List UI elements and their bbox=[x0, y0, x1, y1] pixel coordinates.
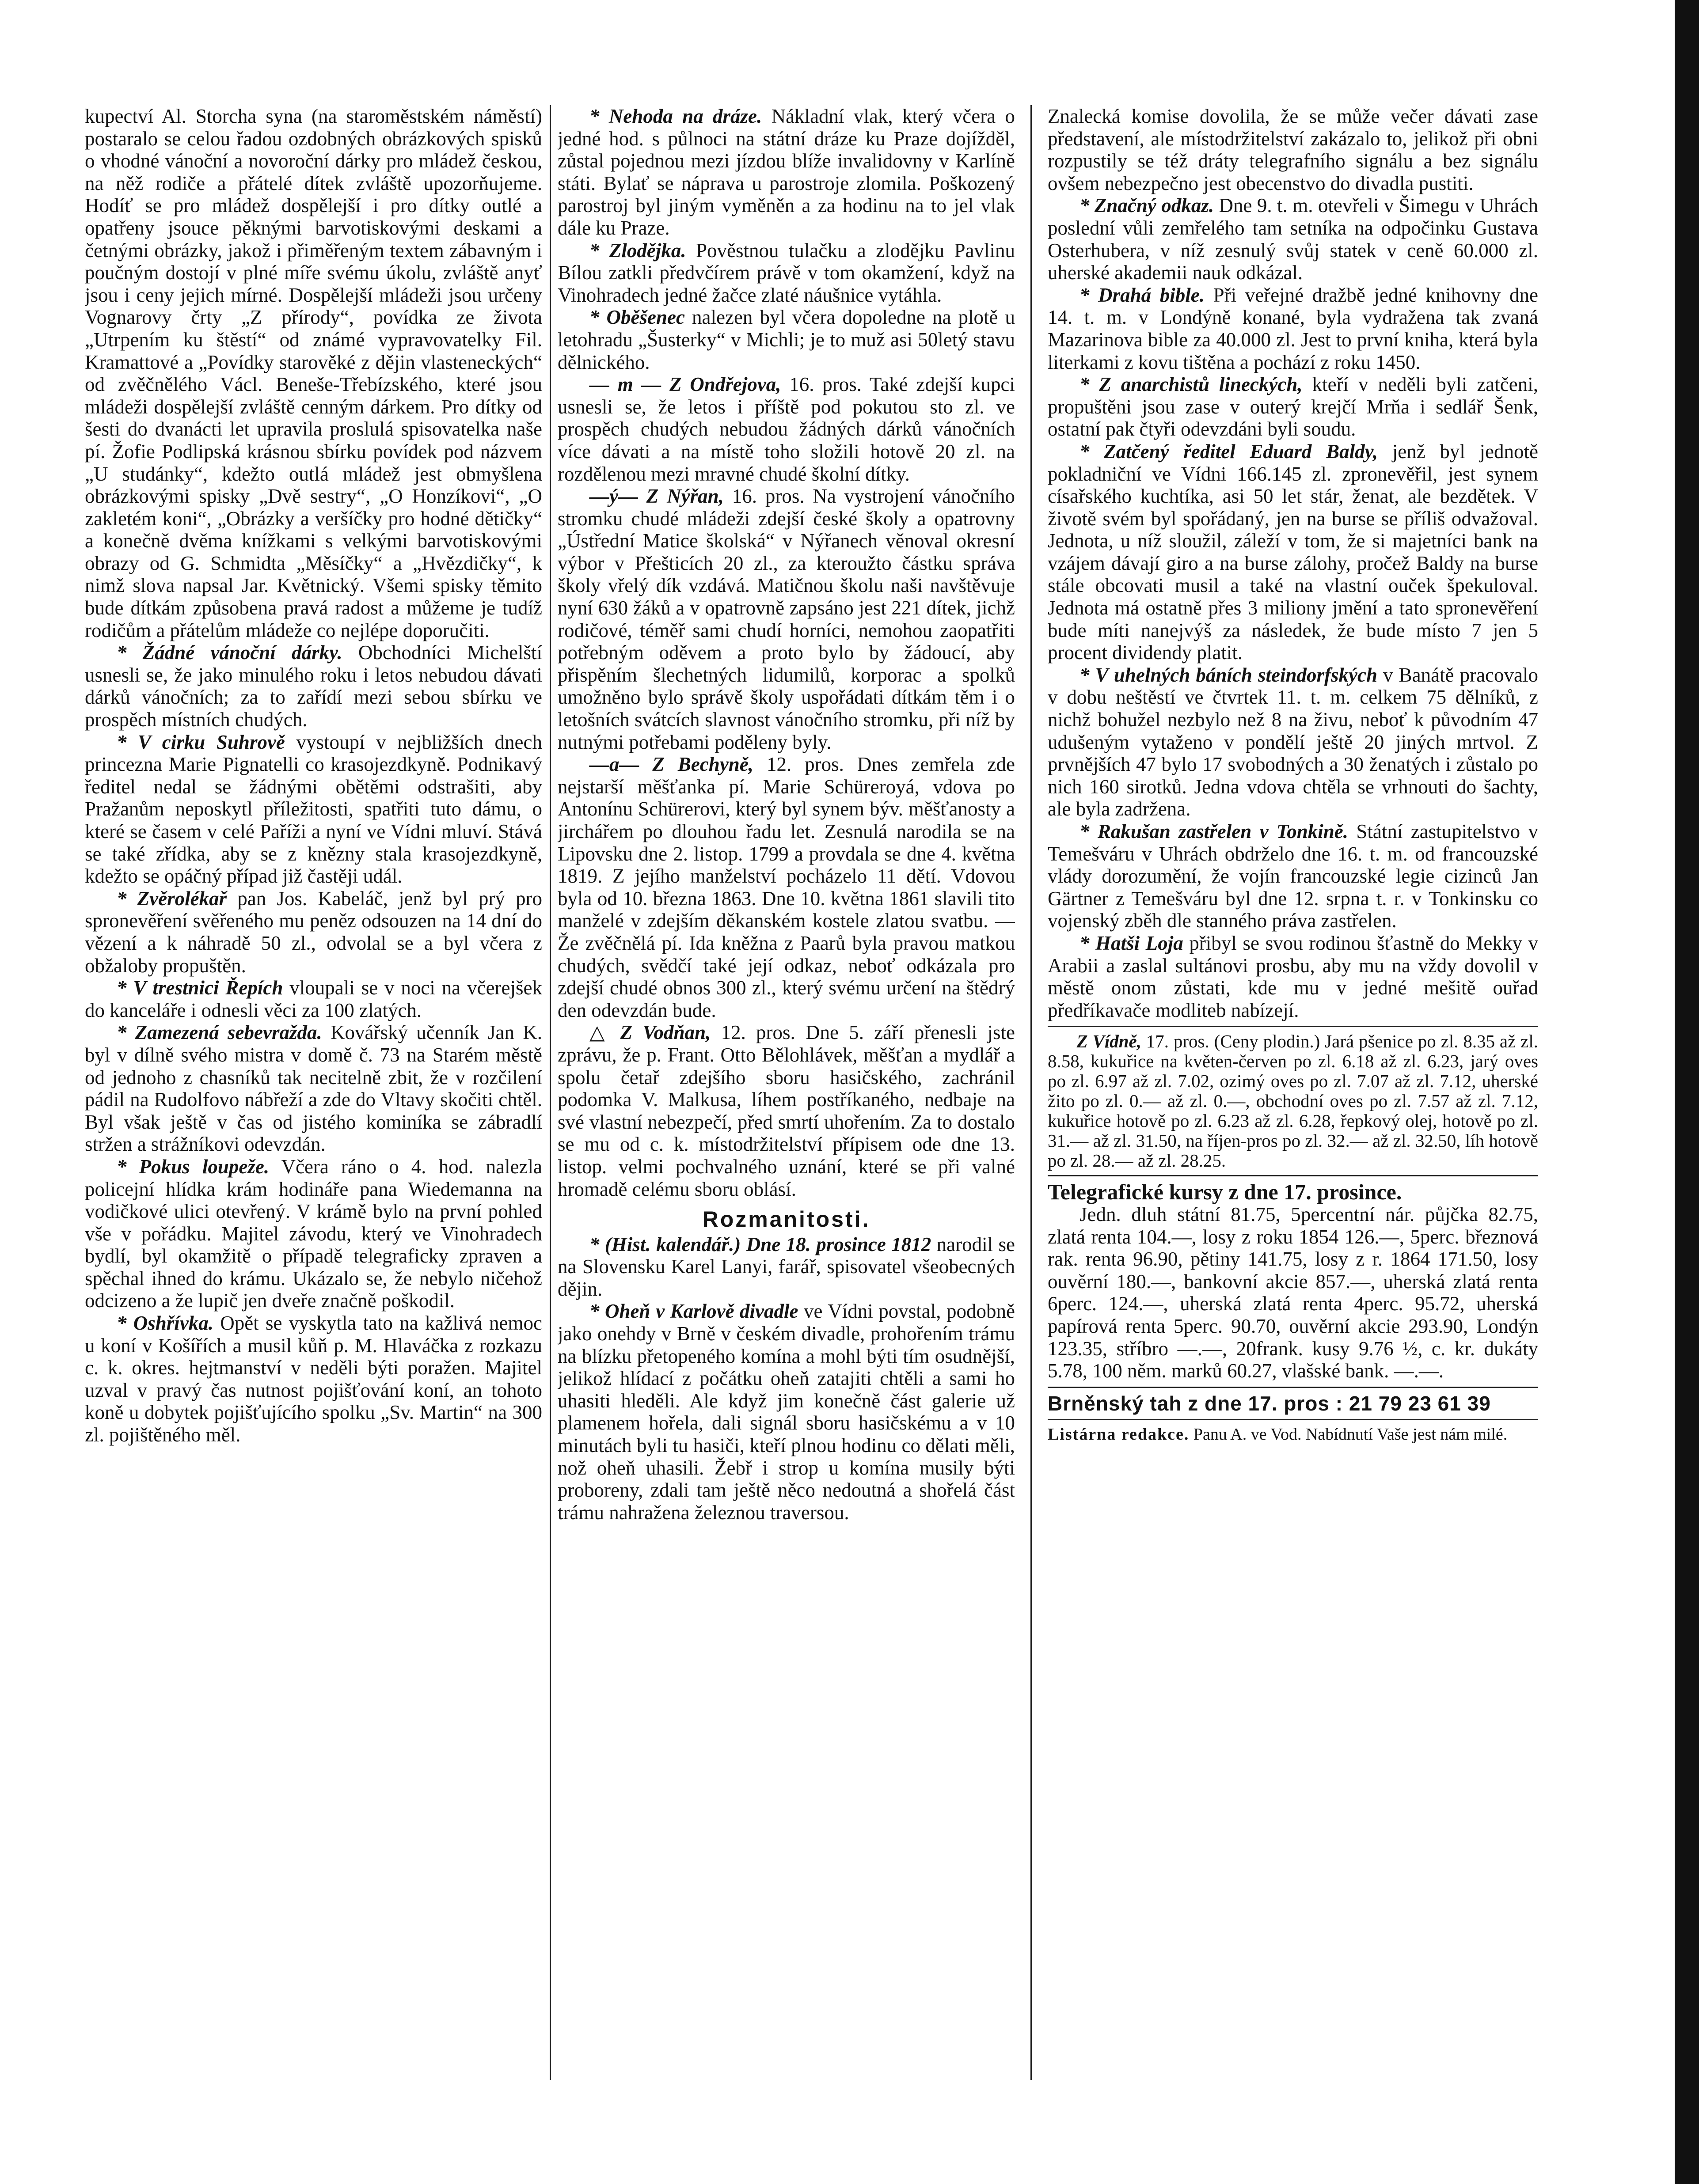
news-headline: * Zvěrolékař bbox=[117, 887, 227, 910]
news-headline: * V uhelných báních steindorfských bbox=[1079, 664, 1377, 686]
news-item bbox=[85, 887, 542, 977]
news-item bbox=[85, 105, 542, 641]
news-item bbox=[1048, 664, 1538, 820]
news-item bbox=[558, 485, 1015, 753]
divider-line bbox=[1048, 1175, 1538, 1176]
column-right bbox=[1048, 105, 1538, 2084]
news-item bbox=[85, 1156, 542, 1312]
news-headline: * Drahá bible. bbox=[1079, 284, 1205, 306]
news-body: narodil se na Slovensku Karel Lanyi, farář, spisovatel všeobecných dějin. bbox=[558, 1233, 1015, 1300]
news-body: Kovářský učenník Jan K. byl v dílně svého mistra v domě č. 73 na Starém městě od jednoho z chasníků tak necitelně zbit, že v rozčilení pádil na Rudolfovo nábřeží a zde do Vltavy skočiti chtěl. Byl však ještě v čas od jistého kominíka se zábradlí stržen a strážníkovi odevzdán. bbox=[85, 1021, 542, 1156]
news-body: kteří v neděli byli zatčeni, propuštěni jsou zase v outerý krejčí Mrňa i sedlář Šenk, ostatní pak čtyři odevzdáni byli soudu. bbox=[1048, 373, 1538, 440]
news-headline: * Zlodějka. bbox=[589, 239, 686, 262]
column-left bbox=[85, 105, 542, 2084]
news-item bbox=[558, 306, 1015, 373]
news-item bbox=[558, 1300, 1015, 1524]
news-item bbox=[1048, 932, 1538, 1021]
news-item bbox=[1048, 105, 1538, 194]
news-body: Obchodníci Michelští usnesli se, že jako minulého roku i letos nebudou dávati dárků vánočních; za to zařídí mezi sebou sbírku ve prospěch místních chudých. bbox=[85, 641, 542, 731]
news-headline: * Značný odkaz. bbox=[1079, 194, 1214, 217]
news-body: pan Jos. Kabeláč, jenž byl prý pro spronevěření svěřeného mu peněz odsouzen na 14 dní do vězení a k náhradě 50 zl., odvolal se a byl včera z obžaloby propuštěn. bbox=[85, 887, 542, 977]
news-headline: — m — Z Ondřejova, bbox=[589, 373, 781, 396]
news-headline: —a— Z Bechyně, bbox=[589, 753, 754, 776]
news-body: 12. pros. Dnes zemřela zde nejstarší měšťanka pí. Marie Schüreroyá, vdova po Antonínu Schürerovi, který byl synem býv. měšťanosty a jirchářem po dlouhou řadu let. Zesnulá narodila se na Lipovsku dne 2. listop. 1799 a provdala se dne 4. května 1819. Z jejího manželství pocházelo 11 dětí. Vdovou byla od 10. března 1863. Dne 10. května 1861 slavili tito manželé v zdejším děkanském kostele zlatou svatbu. — Že zvěčnělá pí. Ida kněžna z Paarů byla pravou matkou chudých, svědčí také její odkaz, neboť odkázala pro zdejší chudé obnos 300 zl., který svému určení na štědrý den odevzdán bude. bbox=[558, 753, 1015, 1021]
news-body: jenž byl jednotě pokladniční ve Vídni 166.145 zl. zpronevěřil, jest synem císařského kuchtíka, asi 50 let stár, ženat, ale bezdětek. V životě svém byl spořádaný, jen na burse se příliš odvažoval. Jednota, u níž sloužil, záleží v tom, že si majetníci bank na vzájem dávají giro a na burse zálohy, pročež Baldy na burse stále obcovati musil a také na vlastní ouček špekuloval. Jednota má ostatně přes 3 miliony jmění a tato spronevěření bude míti nanejvýš za následek, že bude místo 7 jen 5 procent dividendy platit. bbox=[1048, 440, 1538, 664]
news-body: Znalecká komise dovolila, že se může večer dávati zase představení, ale místodržitelství zakázalo to, jelikož při obni rozpustily se též dráty telegrafního signálu a bez signálu ovšem nebezpečno jest obecenstvo do divadla pustiti. bbox=[1048, 105, 1538, 194]
section-heading: Rozmanitosti. bbox=[702, 1207, 870, 1232]
editorial-notes bbox=[1048, 1425, 1538, 1444]
news-headline: * Oshřívka. bbox=[117, 1312, 214, 1335]
news-headline: * Rakušan zastřelen v Tonkině. bbox=[1079, 820, 1349, 842]
news-body: vystoupí v nejbližších dnech princezna Marie Pignatelli co krasojezdkyně. Podnikavý ředitel nedal se žádnými obětěmi odstrašiti, aby Pražanům neposkytl příležitosti, spatřiti tuto dámu, o které se časem v celé Paříži a nyní ve Vídni mluví. Stává se také zřídka, aby se z knězny stala krasojezdkyně, kdežto se opáčný případ již častěji udál. bbox=[85, 731, 542, 887]
news-item bbox=[1048, 284, 1538, 373]
news-body: 12. pros. Dne 5. září přenesli jste zprávu, že p. Frant. Otto Bělohlávek, měšťan a mydlář a spolu četař zdejšího sboru hasičského, zachránil podomka V. Malkusa, líhem postříkaného, nedbaje na své vlastní nebezpečí, před smrtí uhořením. Za to dostalo se mu od c. k. místodržitelství přípisem ode dne 13. listop. velmi pochvalného uznání, které se při valné hromadě celému sboru oblásí. bbox=[558, 1021, 1015, 1200]
news-body: kupectví Al. Storcha syna (na staroměstském náměstí) postaralo se celou řadou ozdobných obrázkových spisků o vhodné vánoční a novoroční dárky pro mládež českou, na něž rodiče a přátelé dítek zvláště upozorňujeme. Hodíť se pro mládež dospělejší i pro dítky outlé a opatřeny jsouce pěknými barvotiskovými deskami a četnými obrázky, jakož i přiměřeným textem zábavným i poučným dostojí v plné míře svému úkolu, zvláště anyť jsou i ceny jejich mírné. Dospělejší mládeži jsou určeny Vognarovy črty „Z přírody“, povídka ze života „Utrpením ku štěstí“ od známé vypravovatelky Fil. Kramattové a „Povídky starověké z dějin vlasteneckých“ od zvěčnělého Václ. Beneše-Třebízského, které jsou mládeži dospělejší zvláště cenným dárkem. Pro dítky od šesti do dvanácti let upravila proslulá spisovatelka naše pí. Žofie Podlipská krásnou sbírku povídek pod názvem „U studánky“, kdežto outlá mládež jest obmyšlena obrázkovými spisky „Dvě sestry“, „O Honzíkovi“, „O zakletém koni“, „Obrázky a veršíčky pro hodné dětičky“ a konečně dvěma knížkami s velkými barvotiskovými obrazy od G. Schmidta „Měsíčky“ a „Hvězdičky“, k nimž slova napsal Jar. Květnický. Všemi spisky těmito bude dítkám způsobena pravá radost a můžeme je tudíž rodičům a přátelům mládeže co nejlépe doporučiti. bbox=[85, 105, 542, 641]
news-item bbox=[558, 1233, 1015, 1301]
news-headline: * Zatčený ředitel Eduard Baldy, bbox=[1079, 440, 1378, 463]
news-headline: * Oheň v Karlově divadle bbox=[589, 1300, 798, 1323]
divider-line bbox=[1048, 1026, 1538, 1027]
news-body: přibyl se svou rodinou šťastně do Mekky v Arabii a zaslal sultánovi prosbu, aby mu na vždy dovolil v městě onom zůstati, kde mu v jedné mešitě ouřad předříkavače modliteb nabízejí. bbox=[1048, 932, 1538, 1021]
lottery-result: Brněnský tah z dne 17. pros : 21 79 23 61 39 bbox=[1048, 1392, 1491, 1415]
news-headline: * Oběšenec bbox=[589, 306, 685, 329]
news-item bbox=[558, 239, 1015, 307]
news-headline: * Žádné vánoční dárky. bbox=[117, 641, 342, 664]
news-item bbox=[1048, 194, 1538, 284]
news-item bbox=[558, 1021, 1015, 1200]
news-item bbox=[85, 1312, 542, 1446]
news-item bbox=[558, 753, 1015, 1021]
news-item bbox=[1048, 1031, 1538, 1171]
news-headline: * (Hist. kalendář.) Dne 18. prosince 1812 bbox=[589, 1233, 931, 1255]
news-body: 16. pros. Také zdejší kupci usnesli se, že letos i příště pod pokutou sto zl. ve prospěch chudých nebudou žádných dárků vánočních více dávati a na místě toho složili hotově 20 zl. na rozdělenou mezi mravné chudé školní dítky. bbox=[558, 373, 1015, 485]
news-headline: * Pokus loupeže. bbox=[117, 1155, 270, 1178]
column-divider bbox=[550, 105, 551, 2080]
news-body: Státní zastupitelstvo v Temešváru v Uhrách obdrželo dne 16. t. m. od francouzské vlády dorozumění, že vojín francouzské legie cizinců Jan Gärtner z Temešváru byl dne 12. srpna t. r. v Tonkinsku co vojenský zběh dle stanného práva zastřelen. bbox=[1048, 820, 1538, 932]
news-item bbox=[85, 731, 542, 887]
news-item bbox=[1048, 1203, 1538, 1382]
news-body: Dne 9. t. m. otevřeli v Šimegu v Uhrách poslední vůli zemřelého tam setníka na odpočinku Gustava Osterhubera, v níž zesnulý svůj statek v ceně 60.000 zl. uherské akademii nauk odkázal. bbox=[1048, 194, 1538, 284]
news-headline: * V cirku Suhrově bbox=[117, 731, 285, 753]
news-headline: * Z anarchistů lineckých, bbox=[1079, 373, 1303, 396]
news-body: Opět se vyskytla tato na kažlivá nemoc u koní v Košířích a musil kůň p. M. Hlaváčka z rozkazu c. k. okres. hejtmanství v neděli býti poražen. Majitel uzval v pravý čas nutnost pojišťování koní, an tohoto koně u dobytek pojišťujícího spolku „Sv. Martin“ na 300 zl. pojištěného měl. bbox=[85, 1312, 542, 1446]
news-body: Při veřejné dražbě jedné knihovny dne 14. t. m. v Londýně konané, byla vydražena tak zvaná Mazarinova bible za 40.000 zl. Jest to první kniha, která byla literkami z kovu tištěna a pochází z roku 1450. bbox=[1048, 284, 1538, 373]
news-body: Pověstnou tulačku a zlodějku Pavlinu Bílou zatkli předvčírem právě v tom okamžení, když na Vinohradech jedné žačce zlaté náušnice vytáhla. bbox=[558, 239, 1015, 306]
news-item bbox=[558, 105, 1015, 239]
news-body: Včera ráno o 4. hod. nalezla policejní hlídka krám hodináře pana Wiedemanna na vodičkové ulici otevřený. V krámě bylo na první pohled vše v pořádku. Majitel závodu, který ve Vinohradech bydlí, byl okamžitě o případě telegraficky zpraven a spěchal ihned do krámu. Ukázalo se, že nebylo ničehož odcizeno a že lupič jen dveře značně poškodil. bbox=[85, 1155, 542, 1312]
news-headline: * Zamezená sebevražda. bbox=[117, 1021, 322, 1044]
news-headline: * Hatši Loja bbox=[1079, 932, 1183, 954]
news-item bbox=[85, 641, 542, 731]
news-item bbox=[1048, 373, 1538, 440]
news-headline: * V trestnici Řepích bbox=[117, 977, 283, 999]
news-body: v Banátě pracovalo v dobu neštěstí ve čtvrtek 11. t. m. celkem 75 dělníků, z nichž bohužel nezbylo než 8 na živu, neboť k původním 47 udušeným vytaženo v pondělí ještě 20 jiných mrtvol. Z prvnějších 47 bylo 17 svobodných a 30 ženatých i zůstalo po nich 160 sirotků. Jedna vdova chtěla se vrhnouti do šachty, ale byla zadržena. bbox=[1048, 664, 1538, 820]
editorial-label: Listárna redakce. bbox=[1048, 1425, 1190, 1444]
news-headline: —ý— Z Nýřan, bbox=[589, 485, 724, 508]
column-divider bbox=[1030, 105, 1032, 2080]
news-item bbox=[85, 977, 542, 1021]
telegraph-heading: Telegrafické kursy z dne 17. prosince. bbox=[1048, 1179, 1402, 1205]
divider-line bbox=[1048, 1387, 1538, 1388]
divider-line bbox=[1048, 1419, 1538, 1420]
news-headline: Z Vídně, bbox=[1076, 1031, 1141, 1052]
editorial-text: Panu A. ve Vod. Nabídnutí Vaše jest nám milé. bbox=[1189, 1425, 1508, 1444]
news-item bbox=[1048, 820, 1538, 932]
news-body: Jedn. dluh státní 81.75, 5percentní nár. půjčka 82.75, zlatá renta 104.—, losy z roku 1854 126.—, 5perc. březnová rak. renta 96.90, pětiny 141.75, losy z r. 1864 171.50, losy ouvěrní 180.—, bankovní akcie 857.—, uherská zlatá renta 6perc. 124.—, uherská zlatá renta 4perc. 95.72, uherská papírová renta 5perc. 90.70, ouvěrní akcie 293.90, Londýn 123.35, stříbro —.—, 20frank. kusy 9.76 ½, c. kr. dukáty 5.78, 100 něm. marků 60.27, vlašské bank. —.—. bbox=[1048, 1203, 1538, 1382]
scan-border bbox=[1675, 0, 1699, 2184]
news-body: ve Vídni povstal, podobně jako onehdy v Brně v českém divadle, prohořením trámu na blízku přetopeného komína a mohl býti tím osudnější, jelikož hlídací z počátku oheň zatajiti chtěli a sami ho uhasiti hleděli. Ale když jim konečně část galerie už plamenem hořela, dali signál sboru hasičskému a v 10 minutách byli tu hasiči, kteří plnou hodinu co dělati měli, nož oheň uhasili. Žebř i strop u komína musily býti proboreny, zdali tam ještě něco nedoutná a shořelá část trámu nahražena železnou traversou. bbox=[558, 1300, 1015, 1524]
column-middle bbox=[558, 105, 1015, 2084]
news-headline: △ Z Vodňan, bbox=[589, 1021, 711, 1044]
news-body: nalezen byl včera dopoledne na plotě u letohradu „Šusterky“ v Michli; je to muž asi 50letý stavu dělnického. bbox=[558, 306, 1015, 373]
news-body: vloupali se v noci na včerejšek do kanceláře i odnesli věci za 100 zlatých. bbox=[85, 977, 542, 1021]
news-item bbox=[558, 373, 1015, 485]
news-item bbox=[1048, 440, 1538, 664]
news-body: Nákladní vlak, který včera o jedné hod. s půlnoci na státní dráze ku Praze dojížděl, zůstal pojednou mezi jízdou blíže invalidovny v Karlíně státi. Bylať se náprava u parostroje zlomila. Poškozený parostroj byl jiným vyměněn a za hodinu na to jel vlak dále ku Praze. bbox=[558, 105, 1015, 239]
news-body: 17. pros. (Ceny plodin.) Jará pšenice po zl. 8.35 až zl. 8.58, kukuřice na květen-červen po zl. 6.18 až zl. 6.23, jarý oves po zl. 6.97 až zl. 7.02, ozimý oves po zl. 7.07 až zl. 7.12, uherské žito po zl. 0.— až zl. 0.—, obchodní oves po zl. 7.57 až zl. 7.12, kukuřice hotově po zl. 6.23 až zl. 6.28, řepkový olej, hotově po zl. 31.— až zl. 31.50, na říjen-pros po zl. 32.— až zl. 32.50, líh hotově po zl. 28.— až zl. 28.25. bbox=[1048, 1031, 1538, 1171]
news-item bbox=[85, 1021, 542, 1156]
news-body: 16. pros. Na vystrojení vánočního stromku chudé mládeži zdejší české školy a opatrovny „Ústřední Matice školská“ v Nýřanech věnoval okresní výbor v Přešticích 20 zl., za kteroužto částku správa školy vřelý dík vzdává. Matičnou školu naši navštěvuje nyní 630 žáků a v opatrovně zapsáno jest 221 dítek, jichž rodičové, téměř sami chudí horníci, nemohou zaopatřiti potřebným oděvem a proto bylo by žádoucí, aby přispěním šlechetných lidumilů, korporac a spolků umožněno bylo správě školy uspořádati dítkám těm i o letošních svátcích slavnost vánočního stromku, při níž by nutnými potřebami poděleny byly. bbox=[558, 485, 1015, 753]
news-headline: * Nehoda na dráze. bbox=[589, 105, 762, 127]
